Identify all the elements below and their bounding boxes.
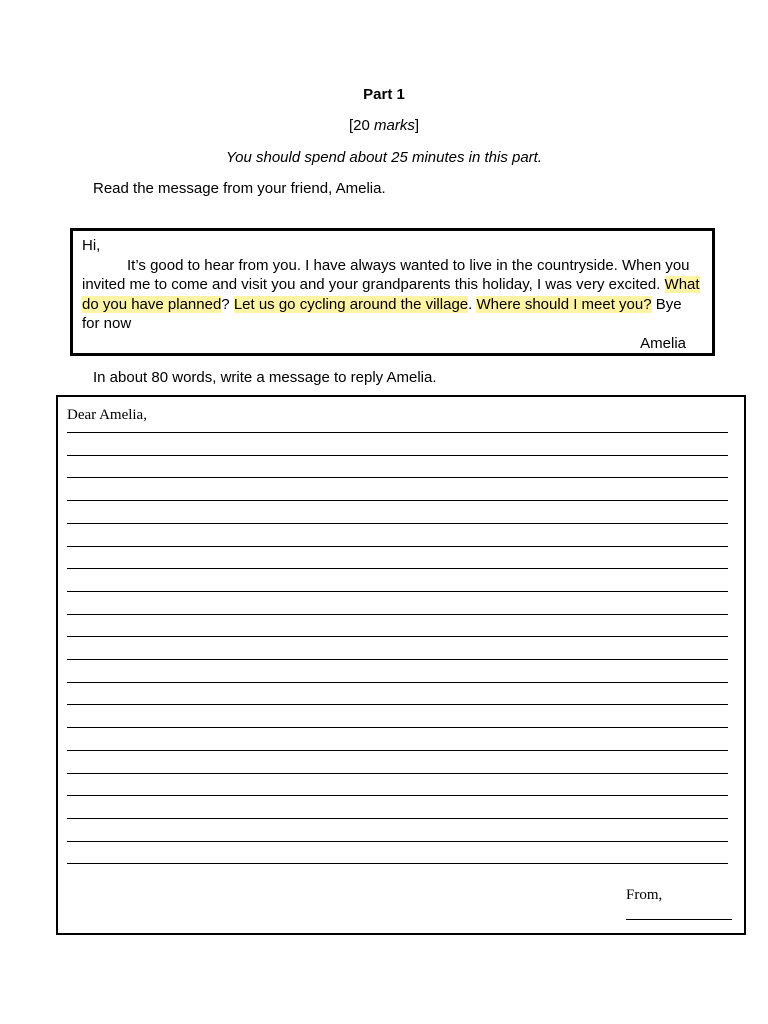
writing-line[interactable] xyxy=(67,795,728,796)
reply-instruction: In about 80 words, write a message to reply Amelia. xyxy=(93,369,437,386)
message-text-2: ? xyxy=(221,295,234,313)
writing-line[interactable] xyxy=(67,500,728,501)
from-label: From, xyxy=(626,887,663,903)
message-greeting: Hi, xyxy=(82,237,101,254)
signature-line[interactable] xyxy=(626,919,732,920)
marks-label xyxy=(0,117,768,134)
highlight-cycling: Let us go cycling around the village xyxy=(233,295,469,313)
message-box xyxy=(70,228,715,356)
reply-salutation: Dear Amelia, xyxy=(67,407,147,423)
message-body xyxy=(82,256,703,334)
writing-line[interactable] xyxy=(67,773,728,774)
writing-line[interactable] xyxy=(67,727,728,728)
read-instruction: Read the message from your friend, Amelia. xyxy=(93,180,386,197)
writing-line[interactable] xyxy=(67,477,728,478)
writing-line[interactable] xyxy=(67,841,728,842)
writing-line[interactable] xyxy=(67,591,728,592)
writing-line[interactable] xyxy=(67,863,728,864)
message-text-3: . xyxy=(468,295,477,313)
reply-box[interactable] xyxy=(56,395,746,935)
marks-close: ] xyxy=(414,117,420,134)
part-title: Part 1 xyxy=(363,86,405,103)
highlight-meeting-place: Where should I meet you? xyxy=(476,295,652,313)
writing-line[interactable] xyxy=(67,659,728,660)
marks-open: [20 xyxy=(348,117,374,134)
writing-line[interactable] xyxy=(67,704,728,705)
writing-line[interactable] xyxy=(67,568,728,569)
writing-line[interactable] xyxy=(67,455,728,456)
writing-line[interactable] xyxy=(67,682,728,683)
writing-line[interactable] xyxy=(67,546,728,547)
writing-line[interactable] xyxy=(67,636,728,637)
writing-line[interactable] xyxy=(67,432,728,433)
marks-word: marks xyxy=(374,117,415,134)
writing-line[interactable] xyxy=(67,614,728,615)
writing-line[interactable] xyxy=(67,818,728,819)
writing-lines[interactable] xyxy=(67,432,728,869)
writing-line[interactable] xyxy=(67,523,728,524)
message-signoff: Amelia xyxy=(640,334,686,352)
message-text-4: Bye for now xyxy=(82,295,682,332)
writing-line[interactable] xyxy=(67,750,728,751)
time-note: You should spend about 25 minutes in this part. xyxy=(225,149,543,166)
highlight-question-plans: What do you have planned xyxy=(82,276,700,313)
message-text-1: It’s good to hear from you. I have always wanted to live in the countryside. When you invited me to come and visit you and your grandparents this holiday, I was very excited. xyxy=(82,256,690,293)
